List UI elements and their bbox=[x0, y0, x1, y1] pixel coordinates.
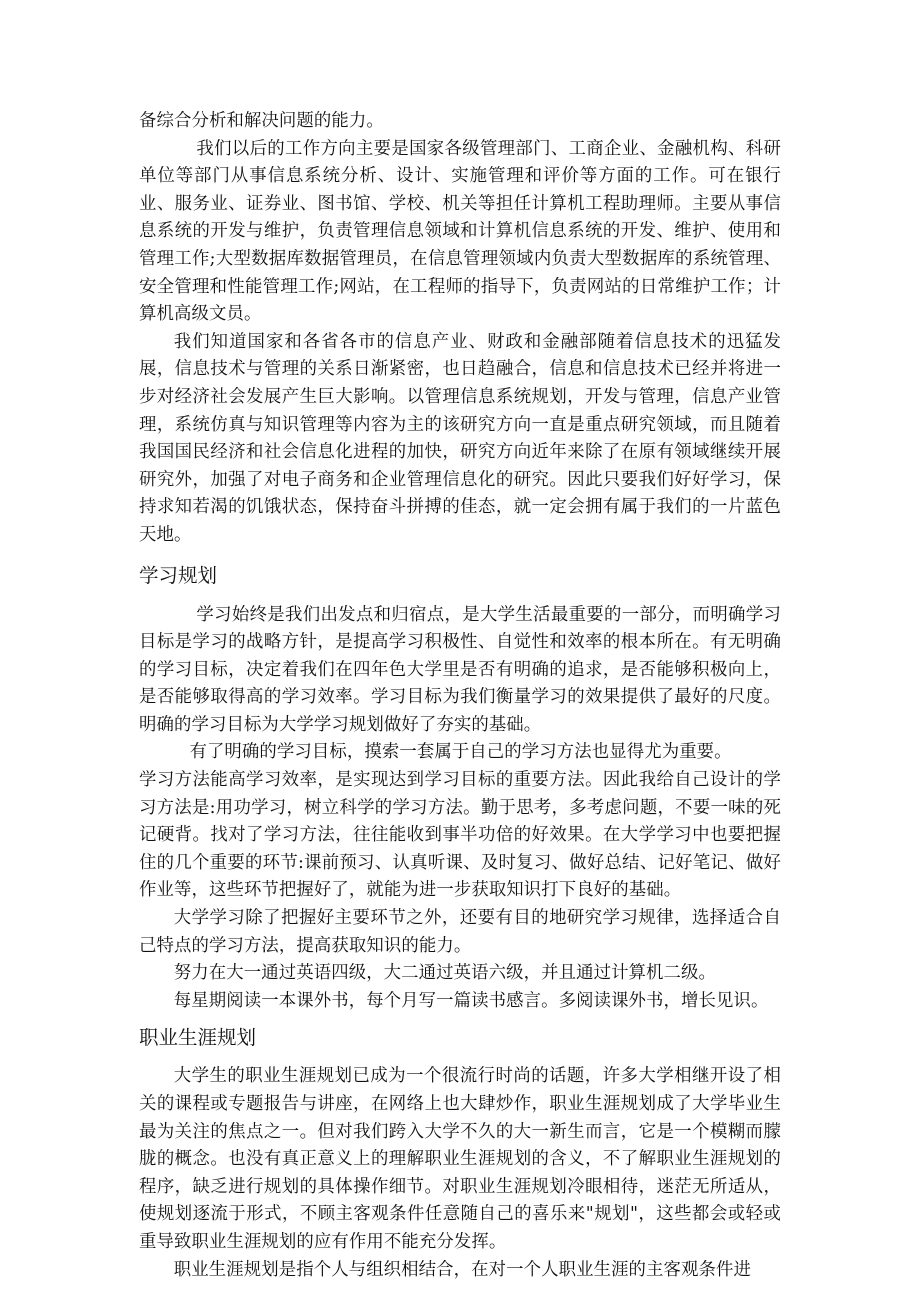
paragraph-study-method: 学习方法能高学习效率，是实现达到学习目标的重要方法。因此我给自己设计的学习方法是:用功学习，树立科学的学习方法。勤于思考，多考虑问题，不要一味的死记硬背。找对了学习方法，往往能收到事半功倍的好效果。在大学学习中也要把握住的几个重要的环节:课前预习、认真听课、及时复习、做好总结、记好笔记、做好作业等，这些环节把握好了，就能为进一步获取知识打下良好的基础。 bbox=[139, 770, 781, 901]
paragraph-study-rules: 大学学习除了把握好主要环节之外，还要有目的地研究学习规律，选择适合自己特点的学习方法，提高获取知识的能力。 bbox=[139, 908, 781, 956]
paragraph-reading-goals: 每星期阅读一本课外书，每个月写一篇读书感言。多阅读课外书，增长见识。 bbox=[173, 990, 769, 1011]
paragraph-continued: 备综合分析和解决问题的能力。 bbox=[139, 111, 384, 131]
paragraph-work-direction: 我们以后的工作方向主要是国家各级管理部门、工商企业、金融机构、科研单位等部门从事信息系统分析、设计、实施管理和评价等方面的工作。可在银行业、服务业、证券业、图书馆、学校、机关等担任计算机工程助理师。主要从事信息系统的开发与维护，负责管理信息领域和计算机信息系统的开发、维护、使用和管理工作;大型数据库数据管理员，在信息管理领域内负责大型数据库的系统管理、安全管理和性能管理工作;网站，在工程师的指导下，负责网站的日常维护工作；计算机高级文员。 bbox=[139, 138, 781, 325]
paragraph-industry-outlook: 我们知道国家和各省各市的信息产业、财政和金融部随着信息技术的迅猛发展，信息技术与管理的关系日渐紧密，也日趋融合，信息和信息技术已经并将进一步对经济社会发展产生巨大影响。以管理信息系统规划，开发与管理，信息产业管理，系统仿真与知识管理等内容为主的该研究方向一直是重点研究领域，而且随着我国国民经济和社会信息化进程的加快，研究方向近年来除了在原有领域继续开展研究外，加强了对电子商务和企业管理信息化的研究。因此只要我们好好学习，保持求知若渴的饥饿状态，保持奋斗拼搏的佳态，就一定会拥有属于我们的一片蓝色天地。 bbox=[139, 331, 781, 545]
paragraph-study-method-intro: 有了明确的学习目标，摸索一套属于自己的学习方法也显得尤为重要。 bbox=[189, 742, 732, 763]
paragraph-career-definition: 职业生涯规划是指个人与组织相结合，在对一个人职业生涯的主客观条件进 bbox=[173, 1259, 751, 1280]
heading-study-plan: 学习规划 bbox=[139, 563, 218, 587]
heading-career-plan: 职业生涯规划 bbox=[139, 1026, 257, 1050]
paragraph-study-goals: 学习始终是我们出发点和归宿点，是大学生活最重要的一部分，而明确学习目标是学习的战略方针，是提高学习积极性、自觉性和效率的根本所在。有无明确的学习目标，决定着我们在四年色大学里是否有明确的追求，是否能够积极向上，是否能够取得高的学习效率。学习目标为我们衡量学习的效果提供了最好的尺度。明确的学习目标为大学学习规划做好了夯实的基础。 bbox=[139, 604, 781, 735]
paragraph-career-intro: 大学生的职业生涯规划已成为一个很流行时尚的话题，许多大学相继开设了相关的课程或专题报告与讲座，在网络上也大肆炒作，职业生涯规划成了大学毕业生最为关注的焦点之一。但对我们跨入大学不久的大一新生而言，它是一个模糊而朦胧的概念。也没有真正意义上的理解职业生涯规划的含义，不了解职业生涯规划的程序，缺乏进行规划的具体操作细节。对职业生涯规划冷眼相待，迷茫无所适从，使规划逐流于形式，不顾主客观条件任意随自己的喜乐来"规划"，这些都会或轻或重导致职业生涯规划的应有作用不能充分发挥。 bbox=[139, 1066, 781, 1252]
paragraph-exam-goals: 努力在大一通过英语四级，大二通过英语六级，并且通过计算机二级。 bbox=[173, 963, 717, 984]
document-body bbox=[139, 108, 781, 1284]
